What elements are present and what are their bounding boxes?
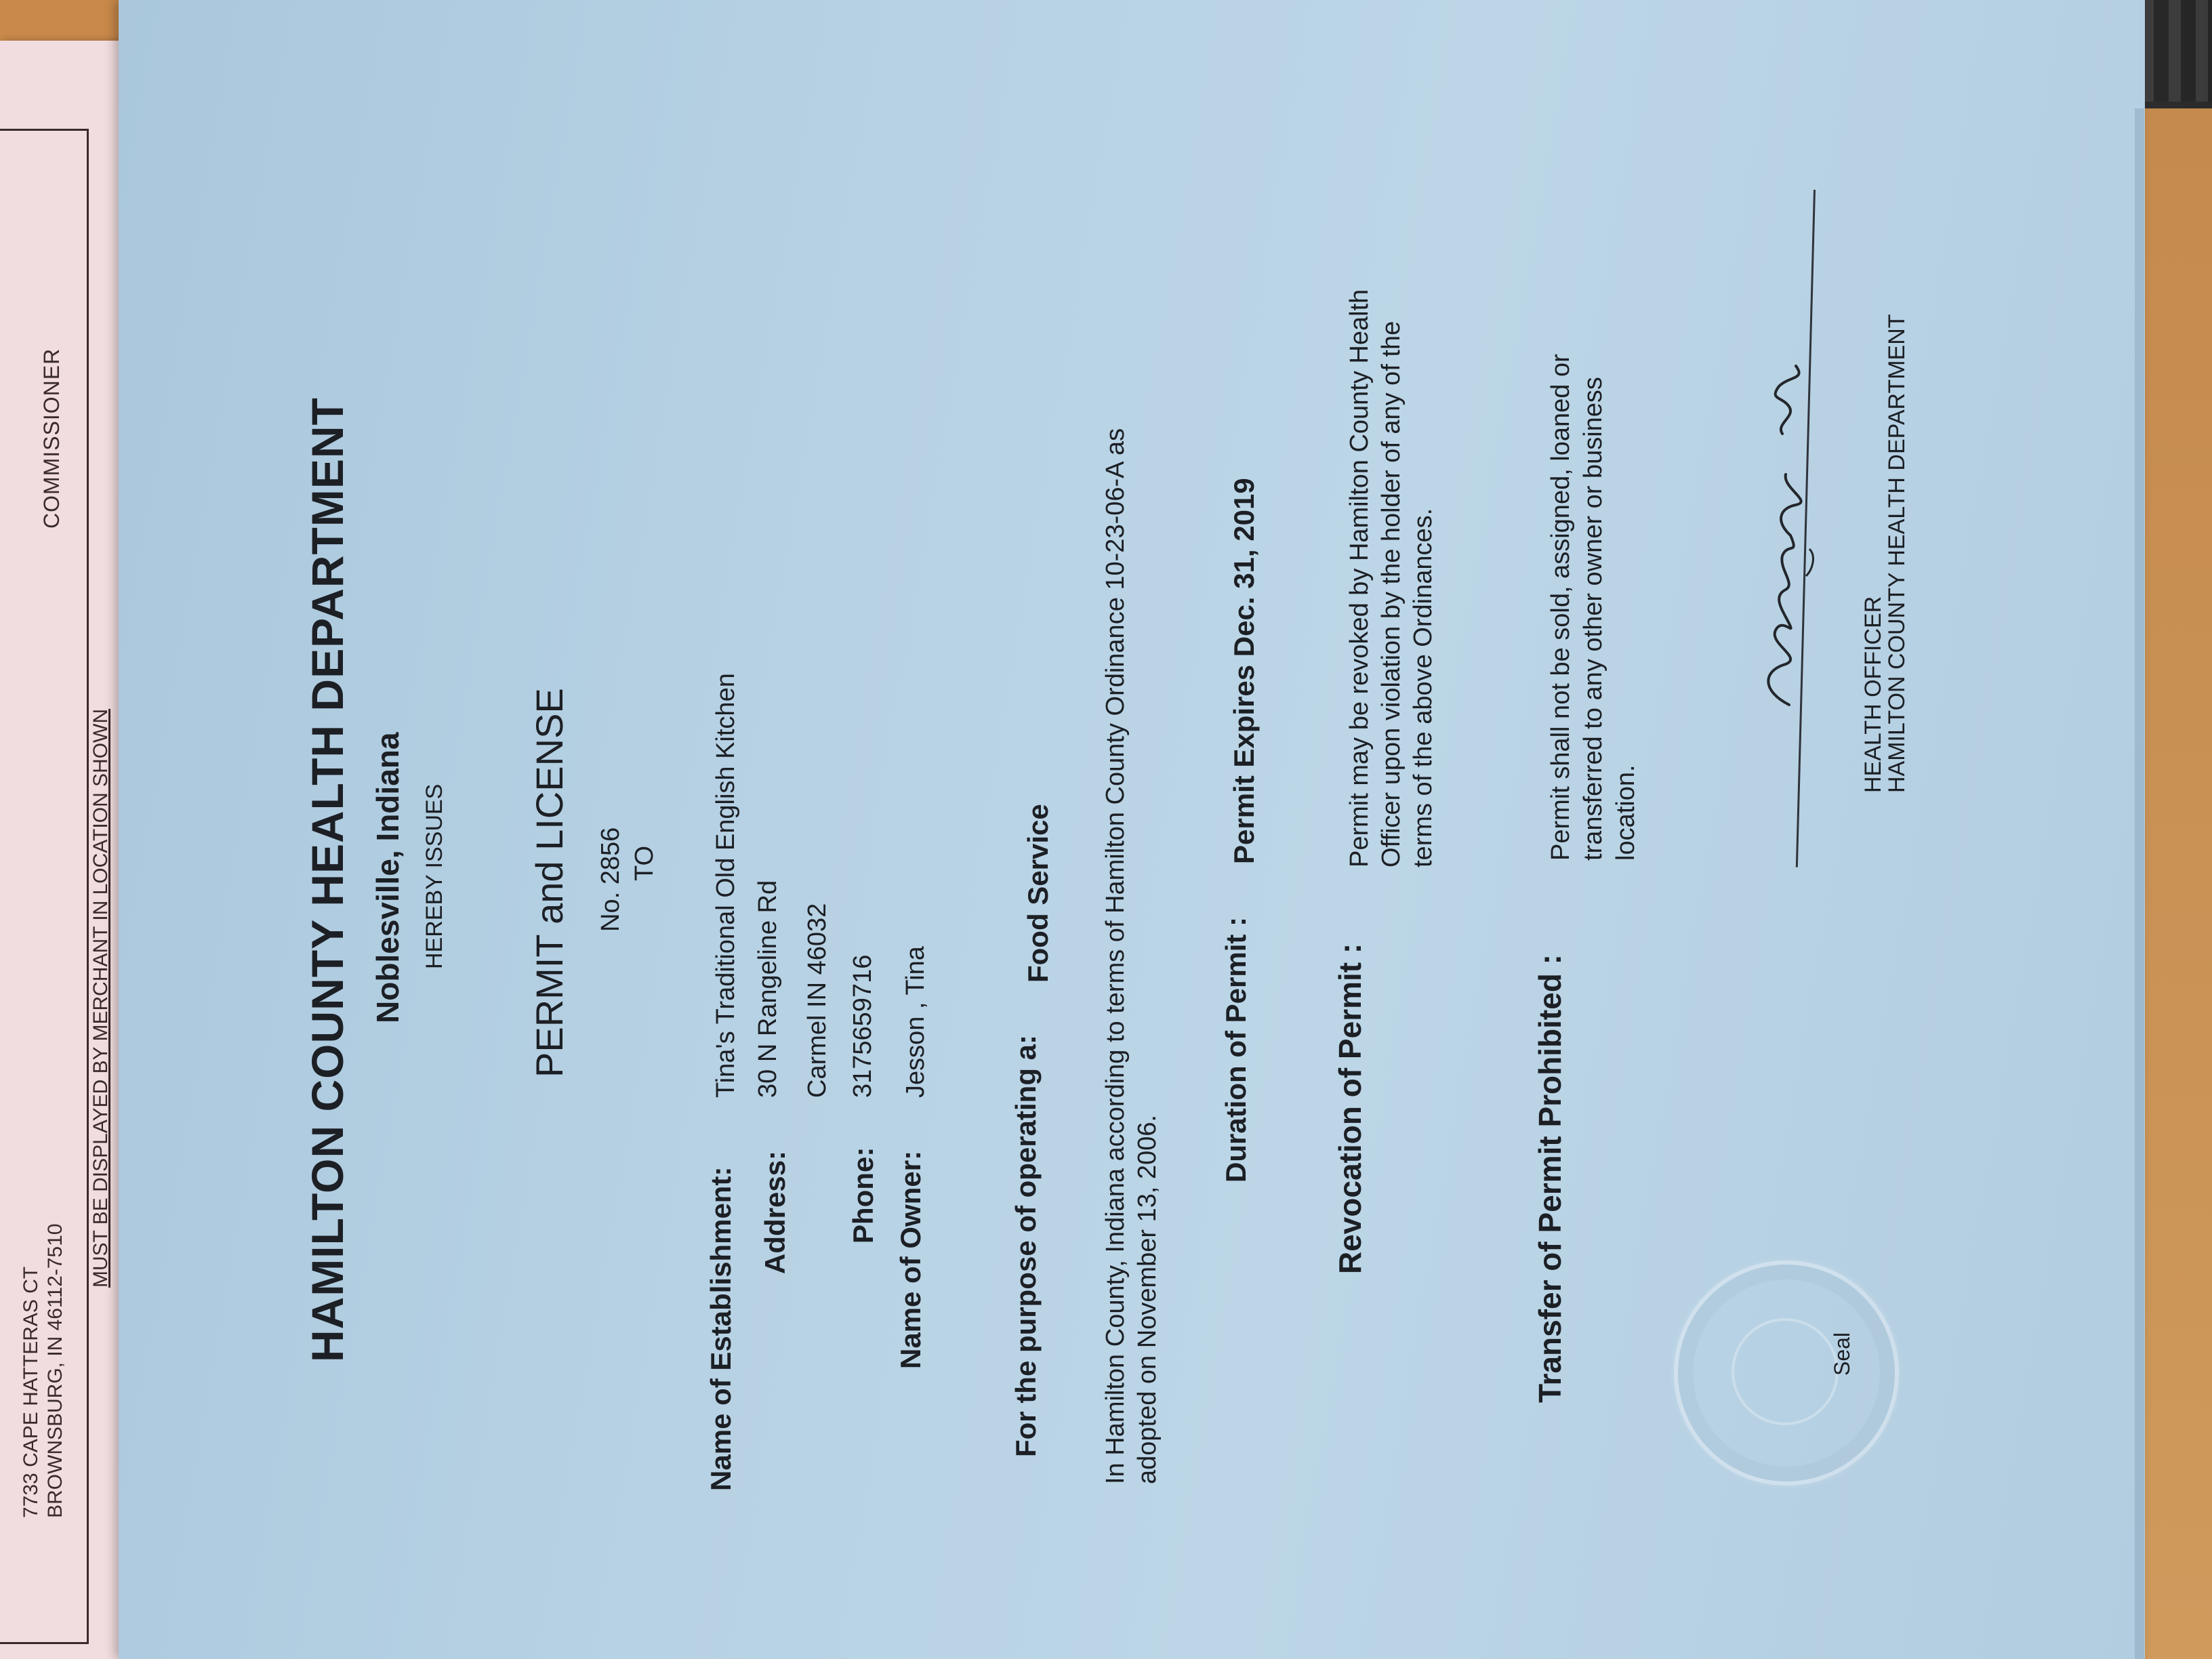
ordinance-line2: adopted on November 13, 2006.	[1133, 1114, 1162, 1484]
address-line1: 30 N Rangeline Rd	[754, 880, 782, 1098]
transfer-line2: transferred to any other owner or business	[1579, 377, 1607, 861]
revocation-line1: Permit may be revoked by Hamilton County Health	[1345, 289, 1374, 867]
duration-value: Permit Expires Dec. 31, 2019	[1228, 478, 1260, 864]
transfer-line3: location.	[1612, 764, 1640, 861]
receipt-address-line1: 7733 CAPE HATTERAS CT	[20, 1266, 42, 1518]
establishment-value: Tina's Traditional Old English Kitchen	[712, 673, 740, 1098]
purpose-label: For the purpose of operating a:	[1010, 1034, 1042, 1457]
receipt-address-line2: BROWNSBURG, IN 46112-7510	[44, 1223, 66, 1518]
receipt-address	[19, 1223, 68, 1518]
receipt-commissioner: COMMISSIONER	[39, 348, 64, 529]
embossed-seal-inner	[1732, 1318, 1839, 1425]
revocation-label: Revocation of Permit :	[1332, 943, 1368, 1274]
phone-value: 3175659716	[848, 954, 877, 1098]
health-officer-title: HEALTH OFFICER	[1860, 596, 1886, 793]
owner-label: Name of Owner:	[895, 1150, 926, 1369]
permit-sheet-edge	[2135, 108, 2144, 1659]
phone-label: Phone:	[847, 1147, 879, 1244]
signature-icon	[1748, 352, 1843, 718]
duration-label: Duration of Permit :	[1220, 916, 1252, 1183]
hereby-issues: HEREBY ISSUES	[422, 783, 447, 969]
address-line2: Carmel IN 46032	[803, 903, 832, 1098]
ordinance-line1: In Hamilton County, Indiana according to terms of Hamilton County Ordinance 10-23-06-A as	[1101, 428, 1130, 1484]
establishment-label: Name of Establishment:	[705, 1166, 737, 1491]
department-city: Noblesville, Indiana	[370, 732, 405, 1023]
revocation-line3: terms of the above Ordinances.	[1409, 508, 1437, 867]
permit-title: PERMIT and LICENSE	[528, 688, 571, 1078]
address-label: Address:	[759, 1150, 791, 1274]
permit-to: TO	[630, 845, 659, 881]
owner-value: Jesson , Tina	[901, 946, 930, 1098]
transfer-line1: Permit shall not be sold, assigned, loaned or	[1547, 354, 1575, 861]
department-title: HAMILTON COUNTY HEALTH DEPARTMENT	[302, 397, 352, 1362]
revocation-line2: Officer upon violation by the holder of any of the	[1377, 321, 1406, 867]
transfer-label: Transfer of Permit Prohibited :	[1532, 954, 1568, 1403]
permit-number: No. 2856	[596, 827, 625, 932]
health-officer-dept: HAMILTON COUNTY HEALTH DEPARTMENT	[1884, 314, 1910, 793]
purpose-value: Food Service	[1022, 804, 1054, 983]
seal-label: Seal	[1830, 1332, 1854, 1376]
receipt-display-notice: MUST BE DISPLAYED BY MERCHANT IN LOCATION SHOWN	[89, 708, 112, 1288]
